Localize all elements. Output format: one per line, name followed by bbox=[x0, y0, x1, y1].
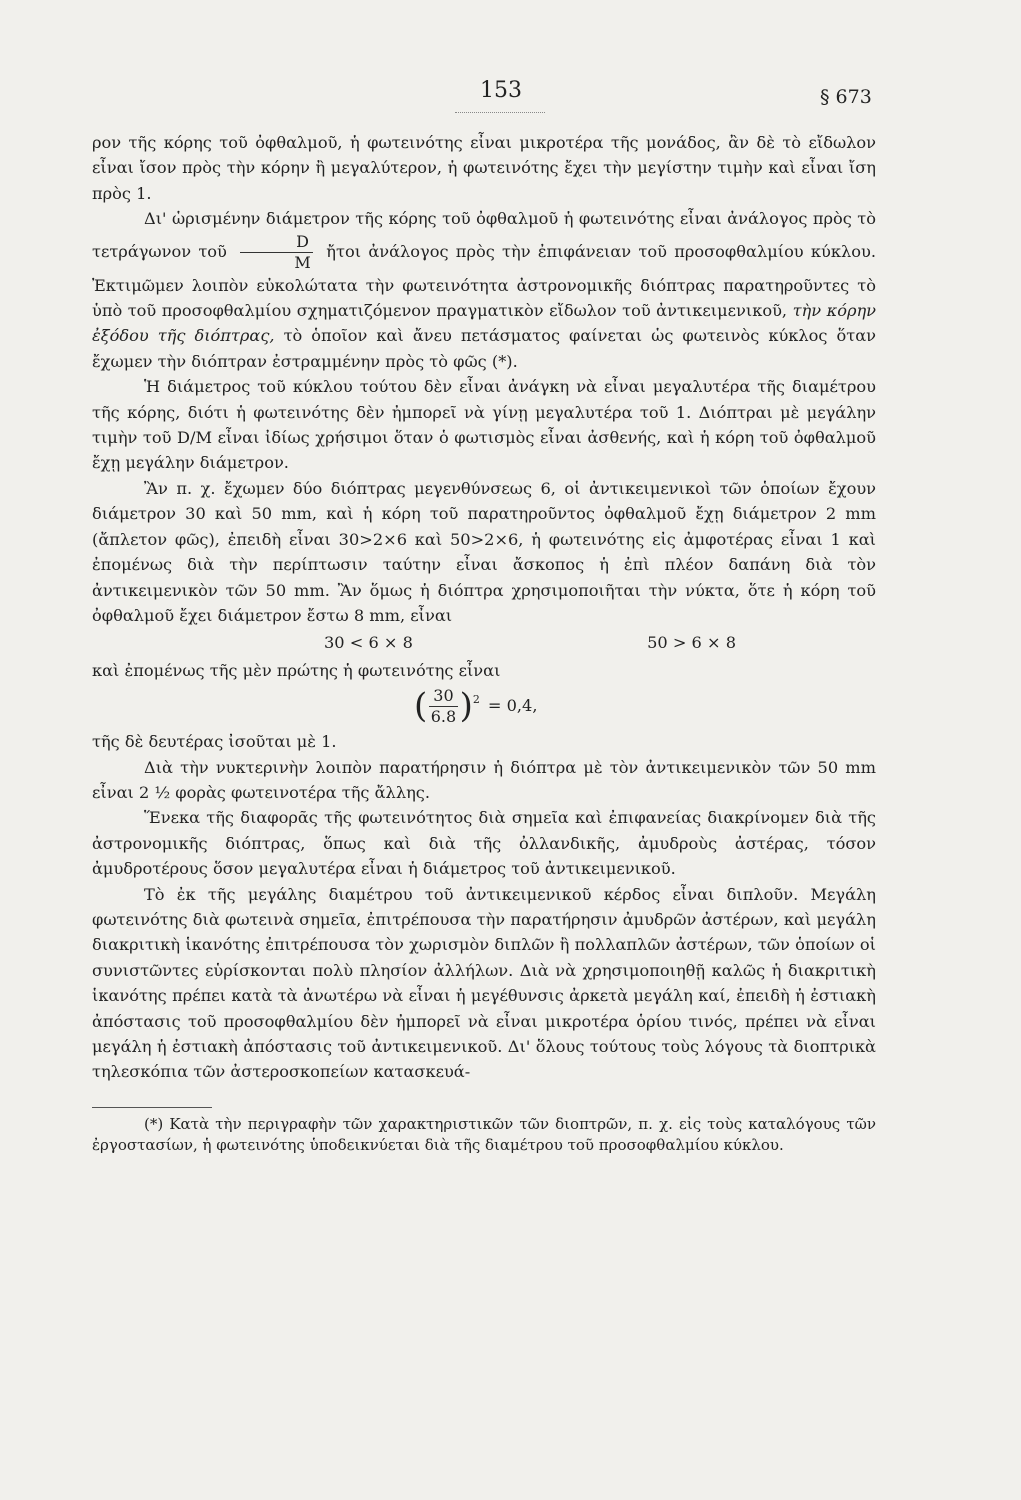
paragraph-4: Ἂν π. χ. ἔχωμεν δύο διόπτρας μεγενθύνσεως 6, οἱ ἀντικειμενικοὶ τῶν ὁποίων ἔχουν διάμετρον 30 καὶ 50 mm, καὶ ἡ κόρη τοῦ παρατηροῦντος ὀφθαλμοῦ ἔχῃ διάμετρον 2 mm (ἄπλετον φῶς), ἐπειδὴ εἶναι 30>2×6 καὶ 50>2×6, ἡ φωτεινότης εἰς ἀμφοτέρας εἶναι 1 καὶ ἐπομένως διὰ τὴν περίπτωσιν ταύτην εἶναι ἄσκοπος ἡ ἐπὶ πλέον δαπάνη διὰ τὸν ἀντικειμενικὸν τῶν 50 mm. Ἂν ὅμως ἡ διόπτρα χρησιμοποιῆται τὴν νύκτα, ὅτε ἡ κόρη τοῦ ὀφθαλμοῦ ἔχει διάμετρον ἔστω 8 mm, εἶναι bbox=[92, 478, 876, 625]
equation-numerator: 30 bbox=[429, 686, 457, 707]
paragraph-9: Τὸ ἐκ τῆς μεγάλης διαμέτρου τοῦ ἀντικειμενικοῦ κέρδος εἶναι διπλοῦν. Μεγάλη φωτεινότης διὰ φωτεινὰ σημεῖα, ἐπιτρέπουσα τὴν παρατήρησιν ἀμυδρῶν ἀστέρων, καὶ μεγάλη διακριτικὴ ἱκανότης ἐπιτρέπουσα τὸν χωρισμὸν διπλῶν ἢ πολλαπλῶν ἀστέρων, τῶν ὁποίων οἱ συνιστῶντες εὑρίσκονται πολὺ πλησίον ἀλλήλων. Διὰ νὰ χρησιμοποιηθῇ καλῶς ἡ διακριτικὴ ἱκανότης πρέπει κατὰ τὰ ἀνωτέρω νὰ εἶναι ἡ μεγέθυνσις ἀρκετὰ μεγάλη καί, ἐπειδὴ ἡ ἐστιακὴ ἀπόστασις τοῦ προσοφθαλμίου δὲν ἠμπορεῖ νὰ εἶναι μικροτέρα ὁρίου τινός, πρέπει νὰ εἶναι μεγάλη ἡ ἐστιακὴ ἀπόστασις τοῦ ἀντικειμενικοῦ. Δι' ὅλους τούτους τοὺς λόγους τὰ διοπτρικὰ τηλεσκόπια τῶν ἀστεροσκοπείων κατασκευά- bbox=[92, 884, 876, 1082]
inequality-row bbox=[92, 628, 876, 657]
fraction-denominator: M bbox=[294, 252, 311, 272]
paragraph-5: καὶ ἐπομένως τῆς μὲν πρώτης ἡ φωτεινότης εἶναι bbox=[92, 660, 501, 680]
page-number: 153 bbox=[480, 78, 522, 103]
header-divider bbox=[455, 112, 545, 113]
paragraph-2 bbox=[92, 206, 876, 374]
equation-exponent: 2 bbox=[472, 693, 480, 707]
paragraph-2-part-b: ἤτοι ἀνάλογος πρὸς τὴν ἐπιφάνειαν τοῦ προσοφθαλμίου κύκλου. Ἐκτιμῶμεν λοιπὸν εὐκολώτατα τὴν φωτεινότητα ἀστρονομικῆς διόπτρας παρατηροῦντες τὸ ὑπὸ τοῦ προσοφθαλμίου σχηματιζόμενον πραγματικὸν εἴδωλον τοῦ ἀντικειμενικοῦ, bbox=[92, 241, 877, 321]
fraction-numerator: D bbox=[240, 232, 313, 253]
paragraph-7: Διὰ τὴν νυκτερινὴν λοιπὸν παρατήρησιν ἡ διόπτρα μὲ τὸν ἀντικειμενικὸν τῶν 50 mm εἶναι 2 ½ φορὰς φωτεινοτέρα τῆς ἄλλης. bbox=[92, 757, 876, 802]
paragraph-2-part-c: τὸ ὁποῖον καὶ ἄνευ πετάσματος φαίνεται ὡς φωτεινὸς κύκλος ὅταν ἔχωμεν τὴν διόπτραν ἐστραμμένην πρὸς τὸ φῶς (*). bbox=[92, 326, 876, 371]
inequality-right: 50 > 6 × 8 bbox=[647, 633, 736, 653]
paragraph-3: Ἡ διάμετρος τοῦ κύκλου τούτου δὲν εἶναι ἀνάγκη νὰ εἶναι μεγαλυτέρα τῆς διαμέτρου τῆς κόρης, διότι ἡ φωτεινότης δὲν ἠμπορεῖ νὰ γίνῃ μεγαλυτέρα τοῦ 1. Διόπτραι μὲ μεγάλην τιμὴν τοῦ D/M εἶναι ἰδίως χρήσιμοι ὅταν ὁ φωτισμὸς εἶναι ἀσθενής, καὶ ἡ κόρη τοῦ ὀφθαλμοῦ ἔχῃ μεγάλην διάμετρον. bbox=[92, 377, 876, 473]
equation-denominator: 6.8 bbox=[430, 706, 457, 726]
footnote-divider bbox=[92, 1107, 212, 1108]
footnote bbox=[92, 1114, 876, 1156]
body-text bbox=[92, 130, 876, 1156]
paragraph-2-part-a: Δι' ὡρισμένην διάμετρον τῆς κόρης τοῦ ὀφθαλμοῦ ἡ φωτεινότης εἶναι ἀνάλογος πρὸς τὸ τετράγωνον τοῦ bbox=[92, 209, 876, 261]
left-paren: ( bbox=[414, 686, 428, 727]
equation-fraction bbox=[429, 686, 457, 727]
inequality-left: 30 < 6 × 8 bbox=[324, 633, 413, 653]
paragraph-1: ρον τῆς κόρης τοῦ ὀφθαλμοῦ, ἡ φωτεινότης εἶναι μικροτέρα τῆς μονάδος, ἂν δὲ τὸ εἴδωλον εἶναι ἴσον πρὸς τὴν κόρην ἢ μεγαλύτερον, ἡ φωτεινότης ἔχει τὴν μεγίστην τιμὴν καὶ εἶναι ἴση πρὸς 1. bbox=[92, 133, 876, 203]
brightness-equation bbox=[92, 683, 876, 729]
footnote-text: (*) Κατὰ τὴν περιγραφὴν τῶν χαρακτηριστικῶν τῶν διοπτρῶν, π. χ. εἰς τοὺς καταλόγους τῶν ἐργοστασίων, ἡ φωτεινότης ὑποδεικνύεται διὰ τῆς διαμέτρου τοῦ προσοφθαλμίου κύκλου. bbox=[92, 1114, 876, 1154]
section-number: § 673 bbox=[820, 86, 872, 108]
paragraph-6: τῆς δὲ δευτέρας ἰσοῦται μὲ 1. bbox=[92, 732, 337, 752]
equation-result: = 0,4, bbox=[487, 696, 538, 716]
paragraph-2-italic: τὴν κόρην ἐξόδου τῆς διόπτρας, bbox=[92, 301, 876, 346]
paragraph-8: Ἕνεκα τῆς διαφορᾶς τῆς φωτεινότητος διὰ σημεῖα καὶ ἐπιφανείας διακρίνομεν διὰ τῆς ἀστρονομικῆς διόπτρας, ὅπως καὶ διὰ τῆς ὀλλανδικῆς, ἀμυδροὺς ἀστέρας, τόσον ἀμυδροτέρους ὅσον μεγαλυτέρα εἶναι ἡ διάμετρος τοῦ ἀντικειμενικοῦ. bbox=[92, 808, 876, 879]
fraction-d-over-m bbox=[240, 232, 313, 273]
right-paren: ) bbox=[459, 686, 473, 727]
